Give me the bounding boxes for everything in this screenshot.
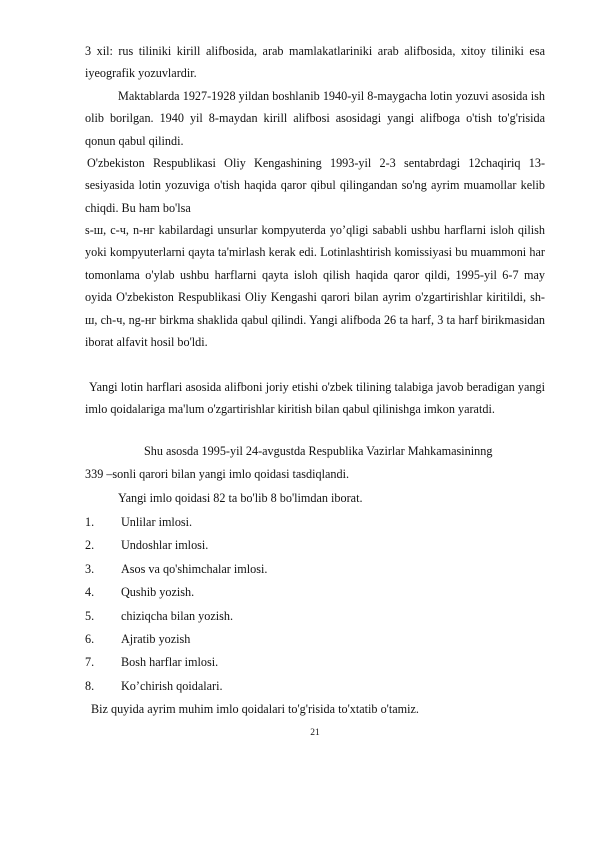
list-item-text: Ko’chirish qoidalari.: [121, 678, 223, 693]
list-item-text: Unlilar imlosi.: [121, 515, 193, 529]
paragraph-letter-reform: s-ш, c-ч, n-нг kabilardagi unsurlar kompyuterda yo’qligi sababli ushbu harflarni isloh qilish yoki kompyuterlarni qayta ta'mirlash kerak edi. Lotinlashtirish komissiyasi bu muammoni har tomonlama o'ylab ushbu harflarni qayta isloh qilish haqida qaror qildi, 1995-yil 6-7 may oyida O'zbekiston Respublikasi Oliy Kengashi qarori bilan ayrim o'zgartirishlar kiritildi, sh-ш, ch-ч, ng-нг birkma shaklida qabul qilindi. Yangi alifboda 26 ta harf, 3 ta harf birikmasidan iborat alfavit hosil bo'ldi.: [85, 223, 545, 350]
paragraph-closing: Biz quyida ayrim muhim imlo qoidalari to'g'risida to'xtatib o'tamiz.: [91, 702, 419, 716]
list-item-text: Ajratib yozish: [121, 631, 191, 646]
list-item-number: 8.: [85, 678, 95, 693]
list-item: [85, 605, 545, 628]
list-item-text: Asos va qo'shimchalar imlosi.: [121, 561, 268, 576]
paragraph-supreme-council: O'zbekiston Respublikasi Oliy Kengashining 1993-yil 2-3 sentabrdagi 12chaqiriq 13-sesiyasida lotin yozuviga o'tish haqida qaror qibul qilingandan so'ng ayrim muamollar kelib chiqdi. Bu ham bo'lsa: [85, 156, 545, 215]
list-item: [85, 675, 545, 698]
page-number: 21: [310, 728, 320, 738]
list-item-number: 4.: [85, 585, 95, 600]
list-item: [85, 628, 545, 651]
list-item: [85, 581, 545, 604]
list-item: [85, 511, 545, 534]
list-item-text: chiziqcha bilan yozish.: [121, 608, 234, 623]
list-item-text: Undoshlar imlosi.: [121, 538, 209, 553]
paragraph-resolution-line2: 339 –sonli qarori bilan yangi imlo qoidasi tasdiqlandi.: [85, 467, 350, 481]
list-item-text: Qushib yozish.: [121, 585, 195, 600]
list-item-text: Bosh harflar imlosi.: [121, 655, 219, 670]
paragraph-latin-history: Maktablarda 1927-1928 yildan boshlanib 1940-yil 8-maygacha lotin yozuvi asosida ish olib borilgan. 1940 yil 8-maydan kirill alifbosi asosidagi yangi alifboga o'tish to'g'risida qonun qabul qilindi.: [85, 89, 545, 148]
list-item: [85, 534, 545, 557]
paragraph-resolution-line1: Shu asosda 1995-yil 24-avgustda Respublika Vazirlar Mahkamasininng: [144, 444, 493, 458]
paragraph-rules-count: Yangi imlo qoidasi 82 ta bo'lib 8 bo'limdan iborat.: [118, 491, 363, 505]
list-item-number: 5.: [85, 608, 95, 623]
list-item-number: 3.: [85, 561, 95, 576]
list-item-number: 1.: [85, 515, 95, 529]
list-item-number: 2.: [85, 538, 95, 553]
list-item-number: 6.: [85, 631, 95, 646]
paragraph-spelling-rules: Yangi lotin harflari asosida alifboni joriy etishi o'zbek tilining talabiga javob beradigan yangi imlo qoidalariga ma'lum o'zgartirishlar kiritish bilan qabul qilinishga imkon yaratdi.: [85, 380, 545, 417]
sections-list: [85, 511, 545, 698]
paragraph-alphabet-types: 3 xil: rus tiliniki kirill alifbosida, arab mamlakatlariniki arab alifbosida, xitoy tiliniki esa iyeografik yozuvlardir.: [85, 44, 545, 81]
list-item-number: 7.: [85, 655, 95, 670]
list-item: [85, 558, 545, 581]
list-item: [85, 651, 545, 674]
